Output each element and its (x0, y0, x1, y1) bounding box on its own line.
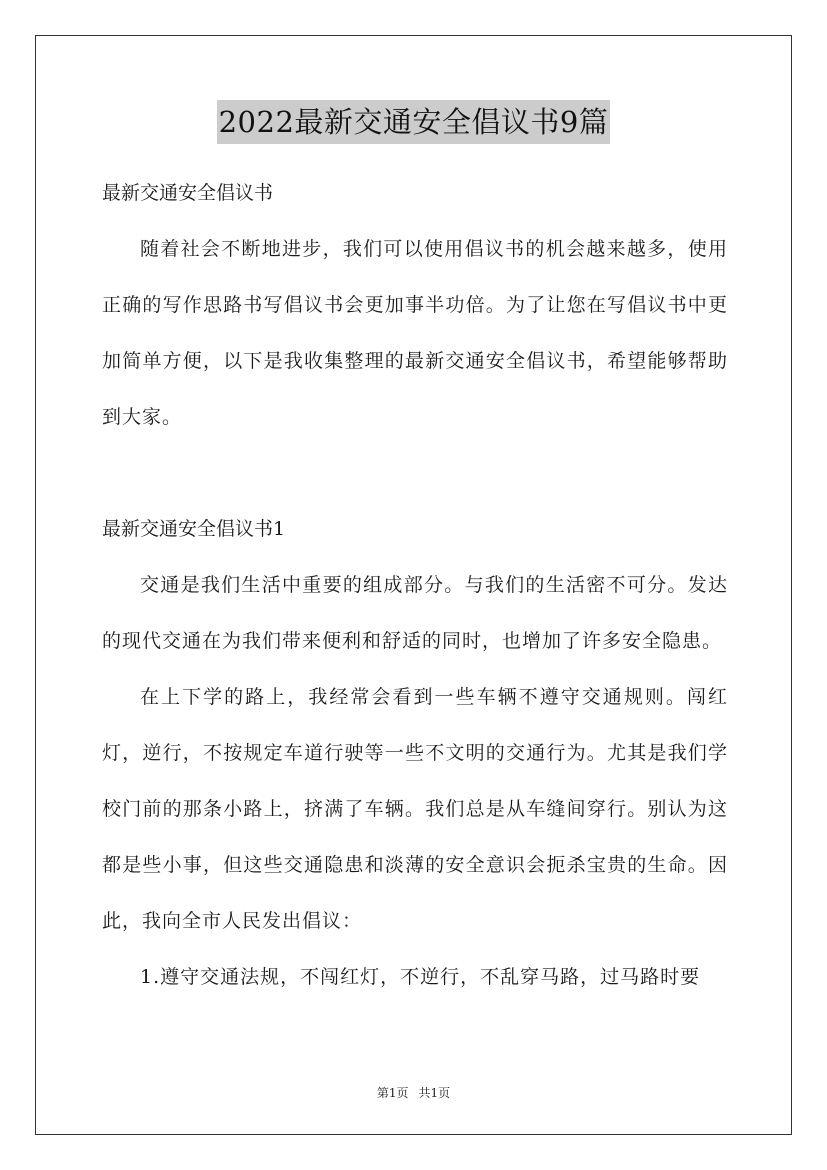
document-body (102, 165, 728, 1005)
body-paragraph-2: 在上下学的路上，我经常会看到一些车辆不遵守交通规则。闯红灯，逆行，不按规定车道行驶等一些不文明的交通行为。尤其是我们学校门前的那条小路上，挤满了车辆。我们总是从车缝间穿行。别认为这都是些小事，但这些交通隐患和淡薄的安全意识会扼杀宝贵的生命。因此，我向全市人民发出倡议： (102, 686, 728, 932)
intro-heading: 最新交通安全倡议书 (102, 182, 274, 204)
intro-paragraph: 随着社会不断地进步，我们可以使用倡议书的机会越来越多，使用正确的写作思路书写倡议书会更加事半功倍。为了让您在写倡议书中更加简单方便，以下是我收集整理的最新交通安全倡议书，希望能够帮助到大家。 (102, 238, 728, 428)
section-heading: 最新交通安全倡议书1 (102, 518, 286, 540)
page-number: 第1页 (376, 1086, 409, 1100)
title-area (0, 100, 827, 144)
blank-line (102, 445, 728, 501)
page-footer (0, 1084, 827, 1101)
document-title: 2022最新交通安全倡议书9篇 (217, 100, 611, 144)
page-total: 共1页 (418, 1086, 451, 1100)
body-paragraph-3: 1.遵守交通法规，不闯红灯，不逆行，不乱穿马路，过马路时要 (140, 966, 701, 988)
body-paragraph-1: 交通是我们生活中重要的组成部分。与我们的生活密不可分。发达的现代交通在为我们带来便利和舒适的同时，也增加了许多安全隐患。 (102, 574, 728, 652)
